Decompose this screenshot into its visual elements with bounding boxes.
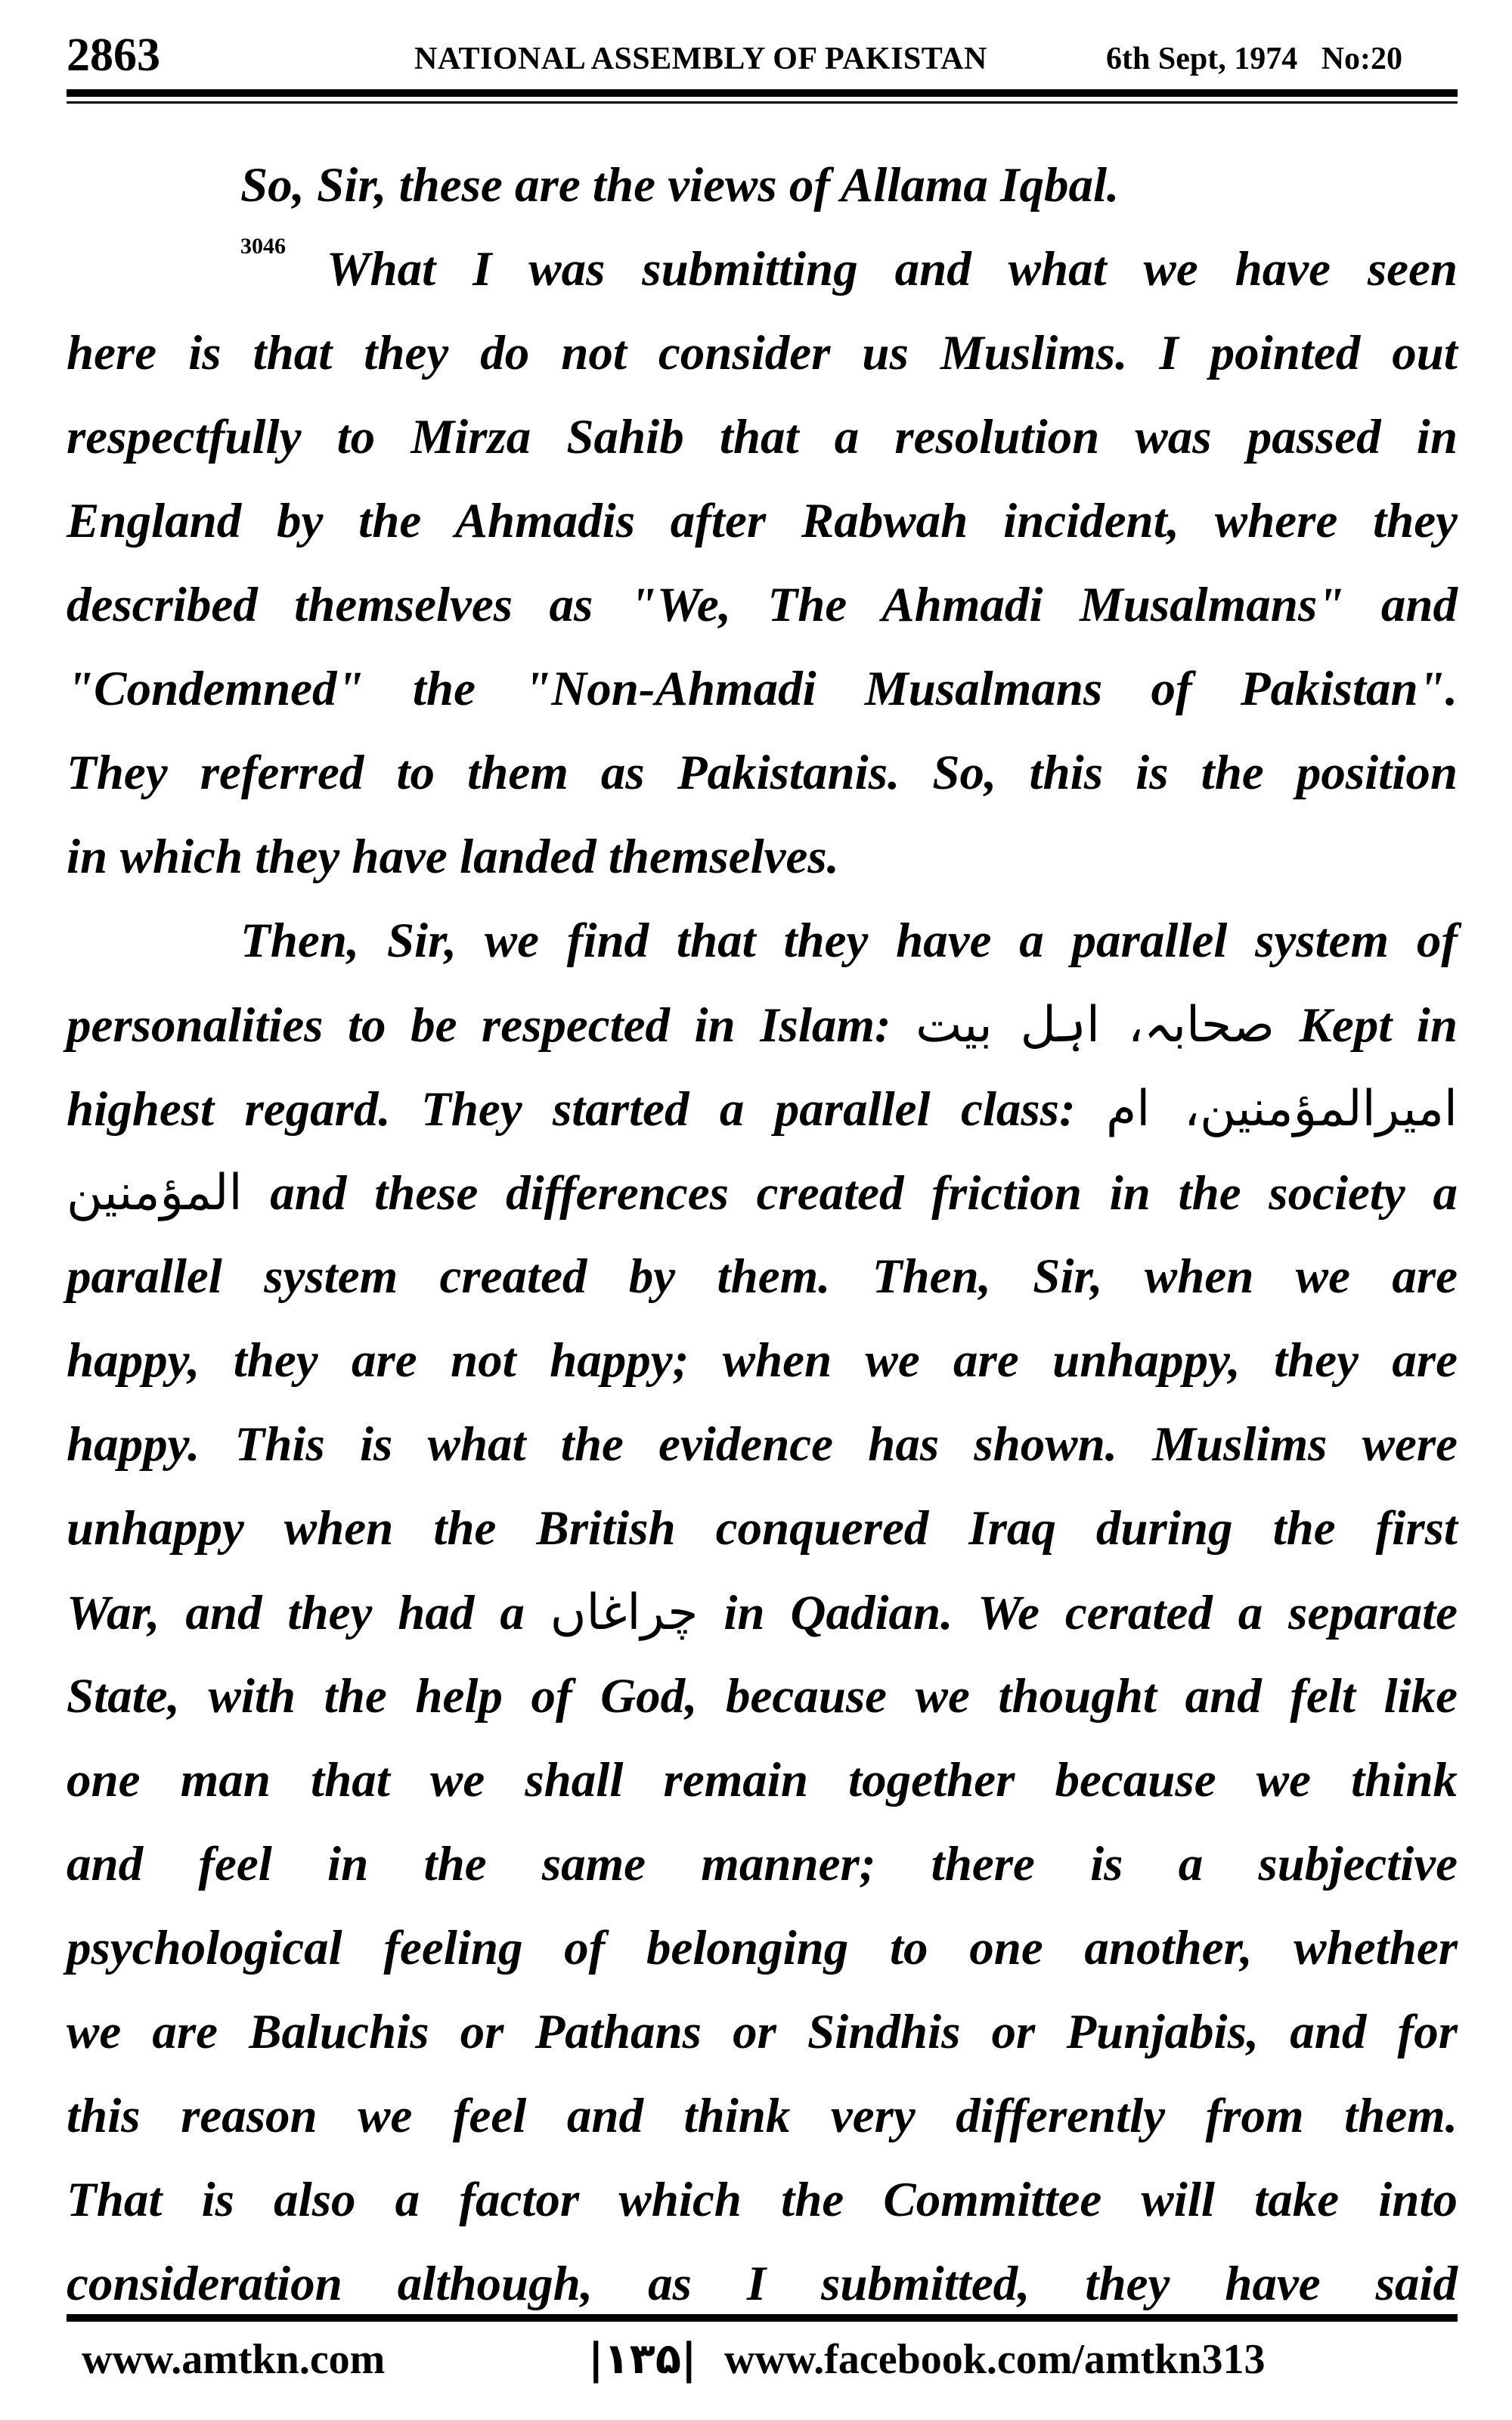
website-link[interactable]: www.amtkn.com xyxy=(82,2336,386,2383)
page-body xyxy=(67,144,1458,2326)
urdu-phrase: صحابہ، اہل بیت xyxy=(916,997,1275,1053)
urdu-phrase: امیرالمؤمنین، ام xyxy=(1106,1081,1458,1137)
text-line: and feel in the same manner; there is a subjective xyxy=(67,1837,1458,1891)
footer-rule xyxy=(67,2314,1458,2322)
text-line: Then, Sir, we find that they have a parallel system of xyxy=(240,914,1458,968)
text-line: $^{3046}$ What I was submitting and what we have seen xyxy=(240,234,1458,296)
urdu-phrase: المؤمنین xyxy=(67,1165,243,1221)
date-and-issue: 6th Sept, 1974 No:20 xyxy=(1106,42,1403,76)
text-line: parallel system created by them. Then, Sir, when we are xyxy=(67,1249,1458,1304)
text-line: we are Baluchis or Pathans or Sindhis or Punjabis, and for xyxy=(67,2005,1458,2059)
publication-title: NATIONAL ASSEMBLY OF PAKISTAN xyxy=(414,42,987,76)
text-line: State, with the help of God, because we thought and felt like xyxy=(67,1669,1458,1723)
header-rule-thin xyxy=(67,101,1458,104)
text-line: War, and they had a چراغاں in Qadian. We cerated a separate xyxy=(67,1584,1458,1641)
text-line: highest regard. They started a parallel class: امیرالمؤمنین، ام xyxy=(67,1081,1458,1137)
text-line: happy, they are not happy; when we are unhappy, they are xyxy=(67,1333,1458,1388)
text-line: this reason we feel and think very differently from them. xyxy=(67,2089,1458,2143)
footer-page-marker: |۱۳۵| xyxy=(588,2335,697,2384)
text-line: respectfully to Mirza Sahib that a resolution was passed in xyxy=(67,410,1458,464)
text-line: المؤمنین and these differences created friction in the society a xyxy=(67,1165,1458,1221)
text-line: unhappy when the British conquered Iraq during the first xyxy=(67,1501,1458,1556)
page-number: 2863 xyxy=(67,29,160,81)
text-line: consideration although, as I submitted, they have said xyxy=(67,2257,1458,2311)
text-line: personalities to be respected in Islam: صحابہ، اہل بیت Kept in xyxy=(67,997,1458,1053)
header-rule-thick xyxy=(67,89,1458,97)
text-line: described themselves as "We, The Ahmadi Musalmans" and xyxy=(67,578,1458,632)
text-line: They referred to them as Pakistanis. So, this is the position xyxy=(67,746,1458,800)
facebook-link[interactable]: www.facebook.com/amtkn313 xyxy=(724,2336,1266,2383)
text-line: "Condemned" the "Non-Ahmadi Musalmans of Pakistan". xyxy=(67,662,1458,716)
text-line: in which they have landed themselves. xyxy=(67,830,839,884)
page-footer xyxy=(67,2329,1458,2390)
text-line: So, Sir, these are the views of Allama Iqbal. xyxy=(240,158,1120,213)
text-line: here is that they do not consider us Muslims. I pointed out xyxy=(67,326,1458,380)
text-line: psychological feeling of belonging to one another, whether xyxy=(67,1921,1458,1975)
text-line: That is also a factor which the Committee will take into xyxy=(67,2173,1458,2227)
text-line: one man that we shall remain together because we think xyxy=(67,1753,1458,1807)
urdu-phrase: چراغاں xyxy=(550,1584,699,1641)
page-header xyxy=(67,29,1458,82)
text-line: happy. This is what the evidence has shown. Muslims were xyxy=(67,1417,1458,1472)
marginal-number: 3046 xyxy=(240,234,286,259)
text-line: England by the Ahmadis after Rabwah incident, where they xyxy=(67,494,1458,548)
